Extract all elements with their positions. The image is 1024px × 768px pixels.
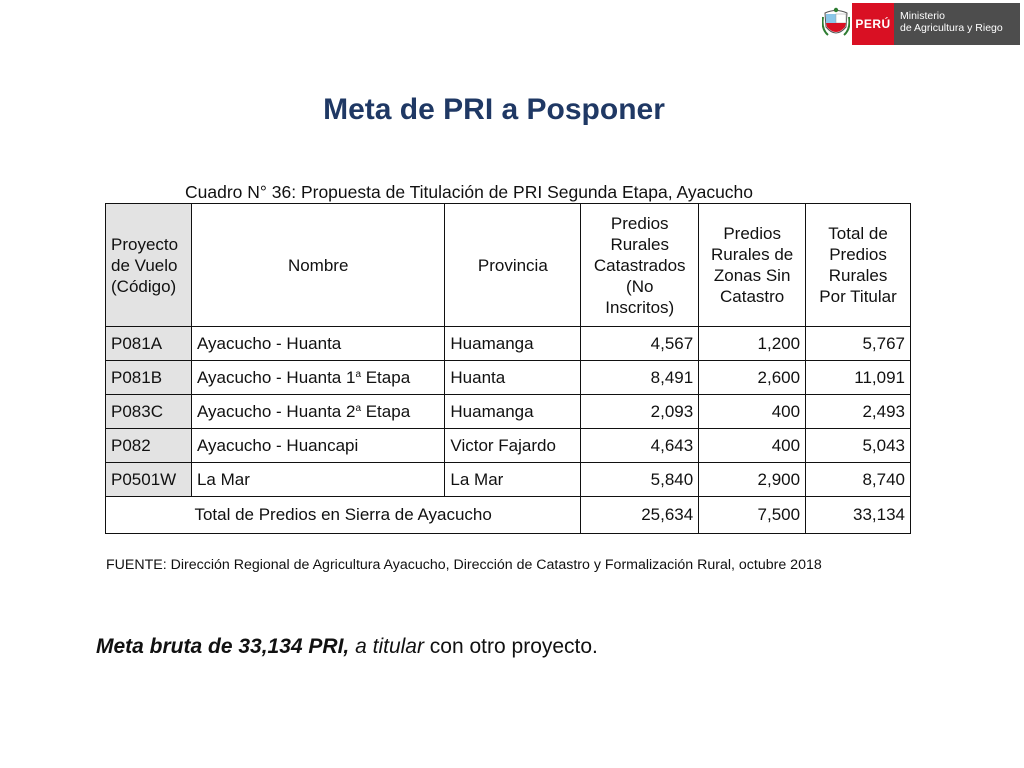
cell-provincia: Victor Fajardo [445,429,581,463]
total-total: 33,134 [806,497,911,534]
table-row [106,395,911,429]
ministry-name: Ministerio de Agricultura y Riego [894,3,1020,45]
cell-total: 11,091 [806,361,911,395]
cell-code: P083C [106,395,192,429]
cell-total: 5,043 [806,429,911,463]
header-sin-catastro: Predios Rurales de Zonas Sin Catastro [699,204,806,327]
header-provincia: Provincia [445,204,581,327]
cell-provincia: Huanta [445,361,581,395]
cell-catastrados: 4,643 [581,429,699,463]
cell-nombre: Ayacucho - Huanta 1$^a$ Etapa [191,361,444,395]
cell-provincia: La Mar [445,463,581,497]
cell-sin-catastro: 400 [699,429,806,463]
cell-provincia: Huamanga [445,327,581,361]
cell-catastrados: 8,491 [581,361,699,395]
table-header-row [106,204,911,327]
cell-nombre: Ayacucho - Huanta [191,327,444,361]
cell-sin-catastro: 2,600 [699,361,806,395]
cell-nombre: La Mar [191,463,444,497]
cell-code: P081A [106,327,192,361]
cell-sin-catastro: 1,200 [699,327,806,361]
table-total-row [106,497,911,534]
cell-code: P082 [106,429,192,463]
titling-table [105,203,911,534]
cell-code: P0501W [106,463,192,497]
ministry-logo [820,3,1020,45]
cell-catastrados: 4,567 [581,327,699,361]
cell-total: 2,493 [806,395,911,429]
table-row [106,327,911,361]
cell-catastrados: 5,840 [581,463,699,497]
table-row [106,463,911,497]
total-catastrados: 25,634 [581,497,699,534]
table-caption: Cuadro N° 36: Propuesta de Titulación de PRI Segunda Etapa, Ayacucho [185,182,754,202]
cell-total: 5,767 [806,327,911,361]
peru-brand: PERÚ [852,3,894,45]
header-code: Proyecto de Vuelo (Código) [106,204,192,327]
summary-note: Meta bruta de 33,134 PRI, a titular con otro proyecto. [96,635,598,658]
cell-sin-catastro: 400 [699,395,806,429]
cell-catastrados: 2,093 [581,395,699,429]
source-note: FUENTE: Dirección Regional de Agricultura Ayacucho, Dirección de Catastro y Formalización Rural, octubre 2018 [106,557,822,573]
total-label: Total de Predios en Sierra de Ayacucho [106,497,581,534]
cell-sin-catastro: 2,900 [699,463,806,497]
cell-code: P081B [106,361,192,395]
cell-nombre: Ayacucho - Huancapi [191,429,444,463]
table-row [106,429,911,463]
cell-total: 8,740 [806,463,911,497]
cell-provincia: Huamanga [445,395,581,429]
page-title: Meta de PRI a Posponer [323,93,665,126]
header-nombre: Nombre [191,204,444,327]
table-row [106,361,911,395]
coat-of-arms-icon [820,3,852,45]
cell-nombre: Ayacucho - Huanta 2$^a$ Etapa [191,395,444,429]
header-catastrados: Predios Rurales Catastrados (No Inscritos) [581,204,699,327]
header-total: Total de Predios Rurales Por Titular [806,204,911,327]
total-sin-catastro: 7,500 [699,497,806,534]
